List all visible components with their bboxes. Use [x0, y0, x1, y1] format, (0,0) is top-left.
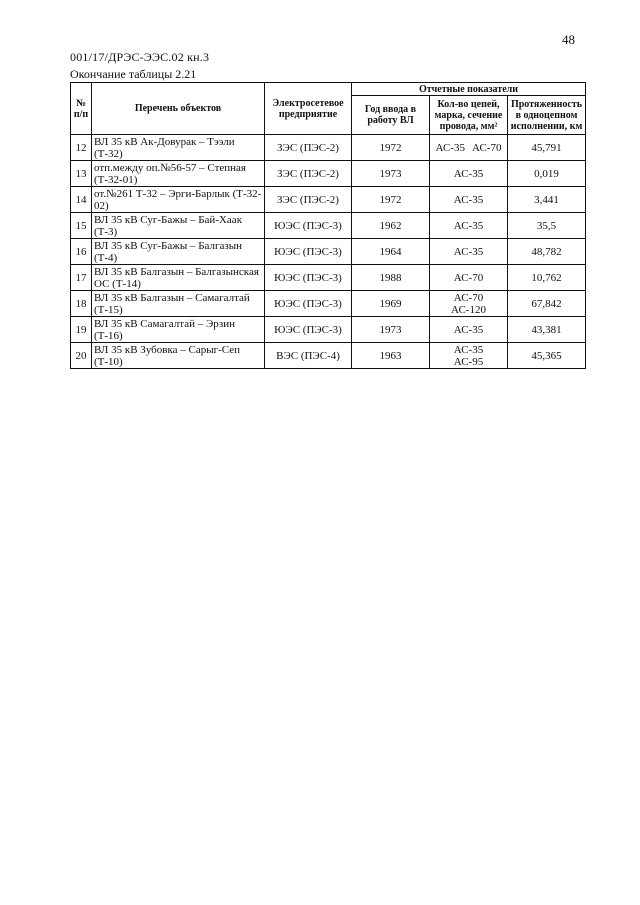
row-object: ВЛ 35 кВ Ак-Довурак – Тээли (Т-32) — [92, 135, 265, 161]
wire-spec: АС-35 — [435, 141, 465, 154]
row-wires — [430, 161, 508, 187]
wire-spec: АС-35 — [453, 219, 484, 232]
wire-spec: АС-70 — [453, 291, 484, 304]
row-year: 1973 — [352, 161, 430, 187]
row-length: 45,365 — [508, 343, 586, 369]
row-enterprise: ЮЭС (ПЭС-3) — [265, 239, 352, 265]
row-number: 13 — [71, 161, 92, 187]
row-enterprise: ЗЭС (ПЭС-2) — [265, 135, 352, 161]
row-year: 1973 — [352, 317, 430, 343]
document-code: 001/17/ДРЭС-ЭЭС.02 кн.3 — [70, 50, 210, 64]
row-object: ВЛ 35 кВ Зубовка – Сарыг-Сеп (Т-10) — [92, 343, 265, 369]
table-row — [71, 213, 586, 239]
row-enterprise: ЮЭС (ПЭС-3) — [265, 291, 352, 317]
row-number: 17 — [71, 265, 92, 291]
table-caption: Окончание таблицы 2.21 — [70, 67, 197, 81]
row-wires — [430, 343, 508, 369]
row-wires — [430, 187, 508, 213]
table-row — [71, 135, 586, 161]
row-number: 19 — [71, 317, 92, 343]
row-object: ВЛ 35 кВ Балгазын – Балгазынская ОС (Т-14) — [92, 265, 265, 291]
row-length: 35,5 — [508, 213, 586, 239]
row-wires — [430, 213, 508, 239]
header-num: № п/п — [71, 83, 92, 135]
header-year: Год ввода в работу ВЛ — [352, 96, 430, 135]
row-object: ВЛ 35 кВ Балгазын – Самагалтай (Т-15) — [92, 291, 265, 317]
row-enterprise: ЮЭС (ПЭС-3) — [265, 213, 352, 239]
wire-spec: АС-70 — [453, 271, 484, 284]
page-number: 48 — [562, 32, 575, 47]
table-row — [71, 187, 586, 213]
row-object: отп.между оп.№56-57 – Степная (Т-32-01) — [92, 161, 265, 187]
report-table — [70, 82, 586, 369]
table-row — [71, 317, 586, 343]
row-year: 1988 — [352, 265, 430, 291]
table-row — [71, 343, 586, 369]
row-length: 45,791 — [508, 135, 586, 161]
row-length: 0,019 — [508, 161, 586, 187]
row-enterprise: ЮЭС (ПЭС-3) — [265, 317, 352, 343]
wire-spec: АС-35 — [453, 323, 484, 336]
wire-spec: АС-120 — [451, 303, 486, 316]
header-enterprise: Электросетевое предприятие — [265, 83, 352, 135]
wire-spec: АС-70 — [472, 141, 502, 154]
header-reported: Отчетные показатели — [352, 83, 586, 96]
row-object: ВЛ 35 кВ Суг-Бажы – Балгазын (Т-4) — [92, 239, 265, 265]
wire-spec: АС-35 — [453, 245, 484, 258]
row-wires — [430, 317, 508, 343]
row-enterprise: ЗЭС (ПЭС-2) — [265, 161, 352, 187]
wire-spec: АС-95 — [453, 355, 484, 368]
table-body — [71, 135, 586, 369]
wire-spec: АС-35 — [453, 343, 484, 356]
table-row — [71, 239, 586, 265]
row-length: 67,842 — [508, 291, 586, 317]
table-row — [71, 161, 586, 187]
row-year: 1964 — [352, 239, 430, 265]
row-length: 43,381 — [508, 317, 586, 343]
wire-spec: АС-35 — [453, 167, 484, 180]
row-wires — [430, 265, 508, 291]
table-row — [71, 265, 586, 291]
row-number: 16 — [71, 239, 92, 265]
row-enterprise: ЮЭС (ПЭС-3) — [265, 265, 352, 291]
row-number: 18 — [71, 291, 92, 317]
header-objects: Перечень объектов — [92, 83, 265, 135]
row-number: 20 — [71, 343, 92, 369]
row-length: 3,441 — [508, 187, 586, 213]
row-object: от.№261 Т-32 – Эрги-Барлык (Т-32-02) — [92, 187, 265, 213]
row-wires — [430, 239, 508, 265]
table-row — [71, 291, 586, 317]
row-number: 12 — [71, 135, 92, 161]
row-length: 48,782 — [508, 239, 586, 265]
row-year: 1972 — [352, 135, 430, 161]
row-enterprise: ВЭС (ПЭС-4) — [265, 343, 352, 369]
row-year: 1963 — [352, 343, 430, 369]
row-year: 1972 — [352, 187, 430, 213]
row-wires — [430, 291, 508, 317]
row-number: 15 — [71, 213, 92, 239]
row-enterprise: ЗЭС (ПЭС-2) — [265, 187, 352, 213]
row-year: 1962 — [352, 213, 430, 239]
row-length: 10,762 — [508, 265, 586, 291]
wire-spec: АС-35 — [453, 193, 484, 206]
row-year: 1969 — [352, 291, 430, 317]
table-header-row — [71, 83, 586, 96]
row-number: 14 — [71, 187, 92, 213]
row-wires — [430, 135, 508, 161]
header-length: Протяженность в одноцепном исполнении, км — [508, 96, 586, 135]
row-object: ВЛ 35 кВ Самагалтай – Эрзин (Т-16) — [92, 317, 265, 343]
header-wires: Кол-во цепей, марка, сечение провода, мм² — [430, 96, 508, 135]
row-object: ВЛ 35 кВ Суг-Бажы – Бай-Хаак (Т-3) — [92, 213, 265, 239]
